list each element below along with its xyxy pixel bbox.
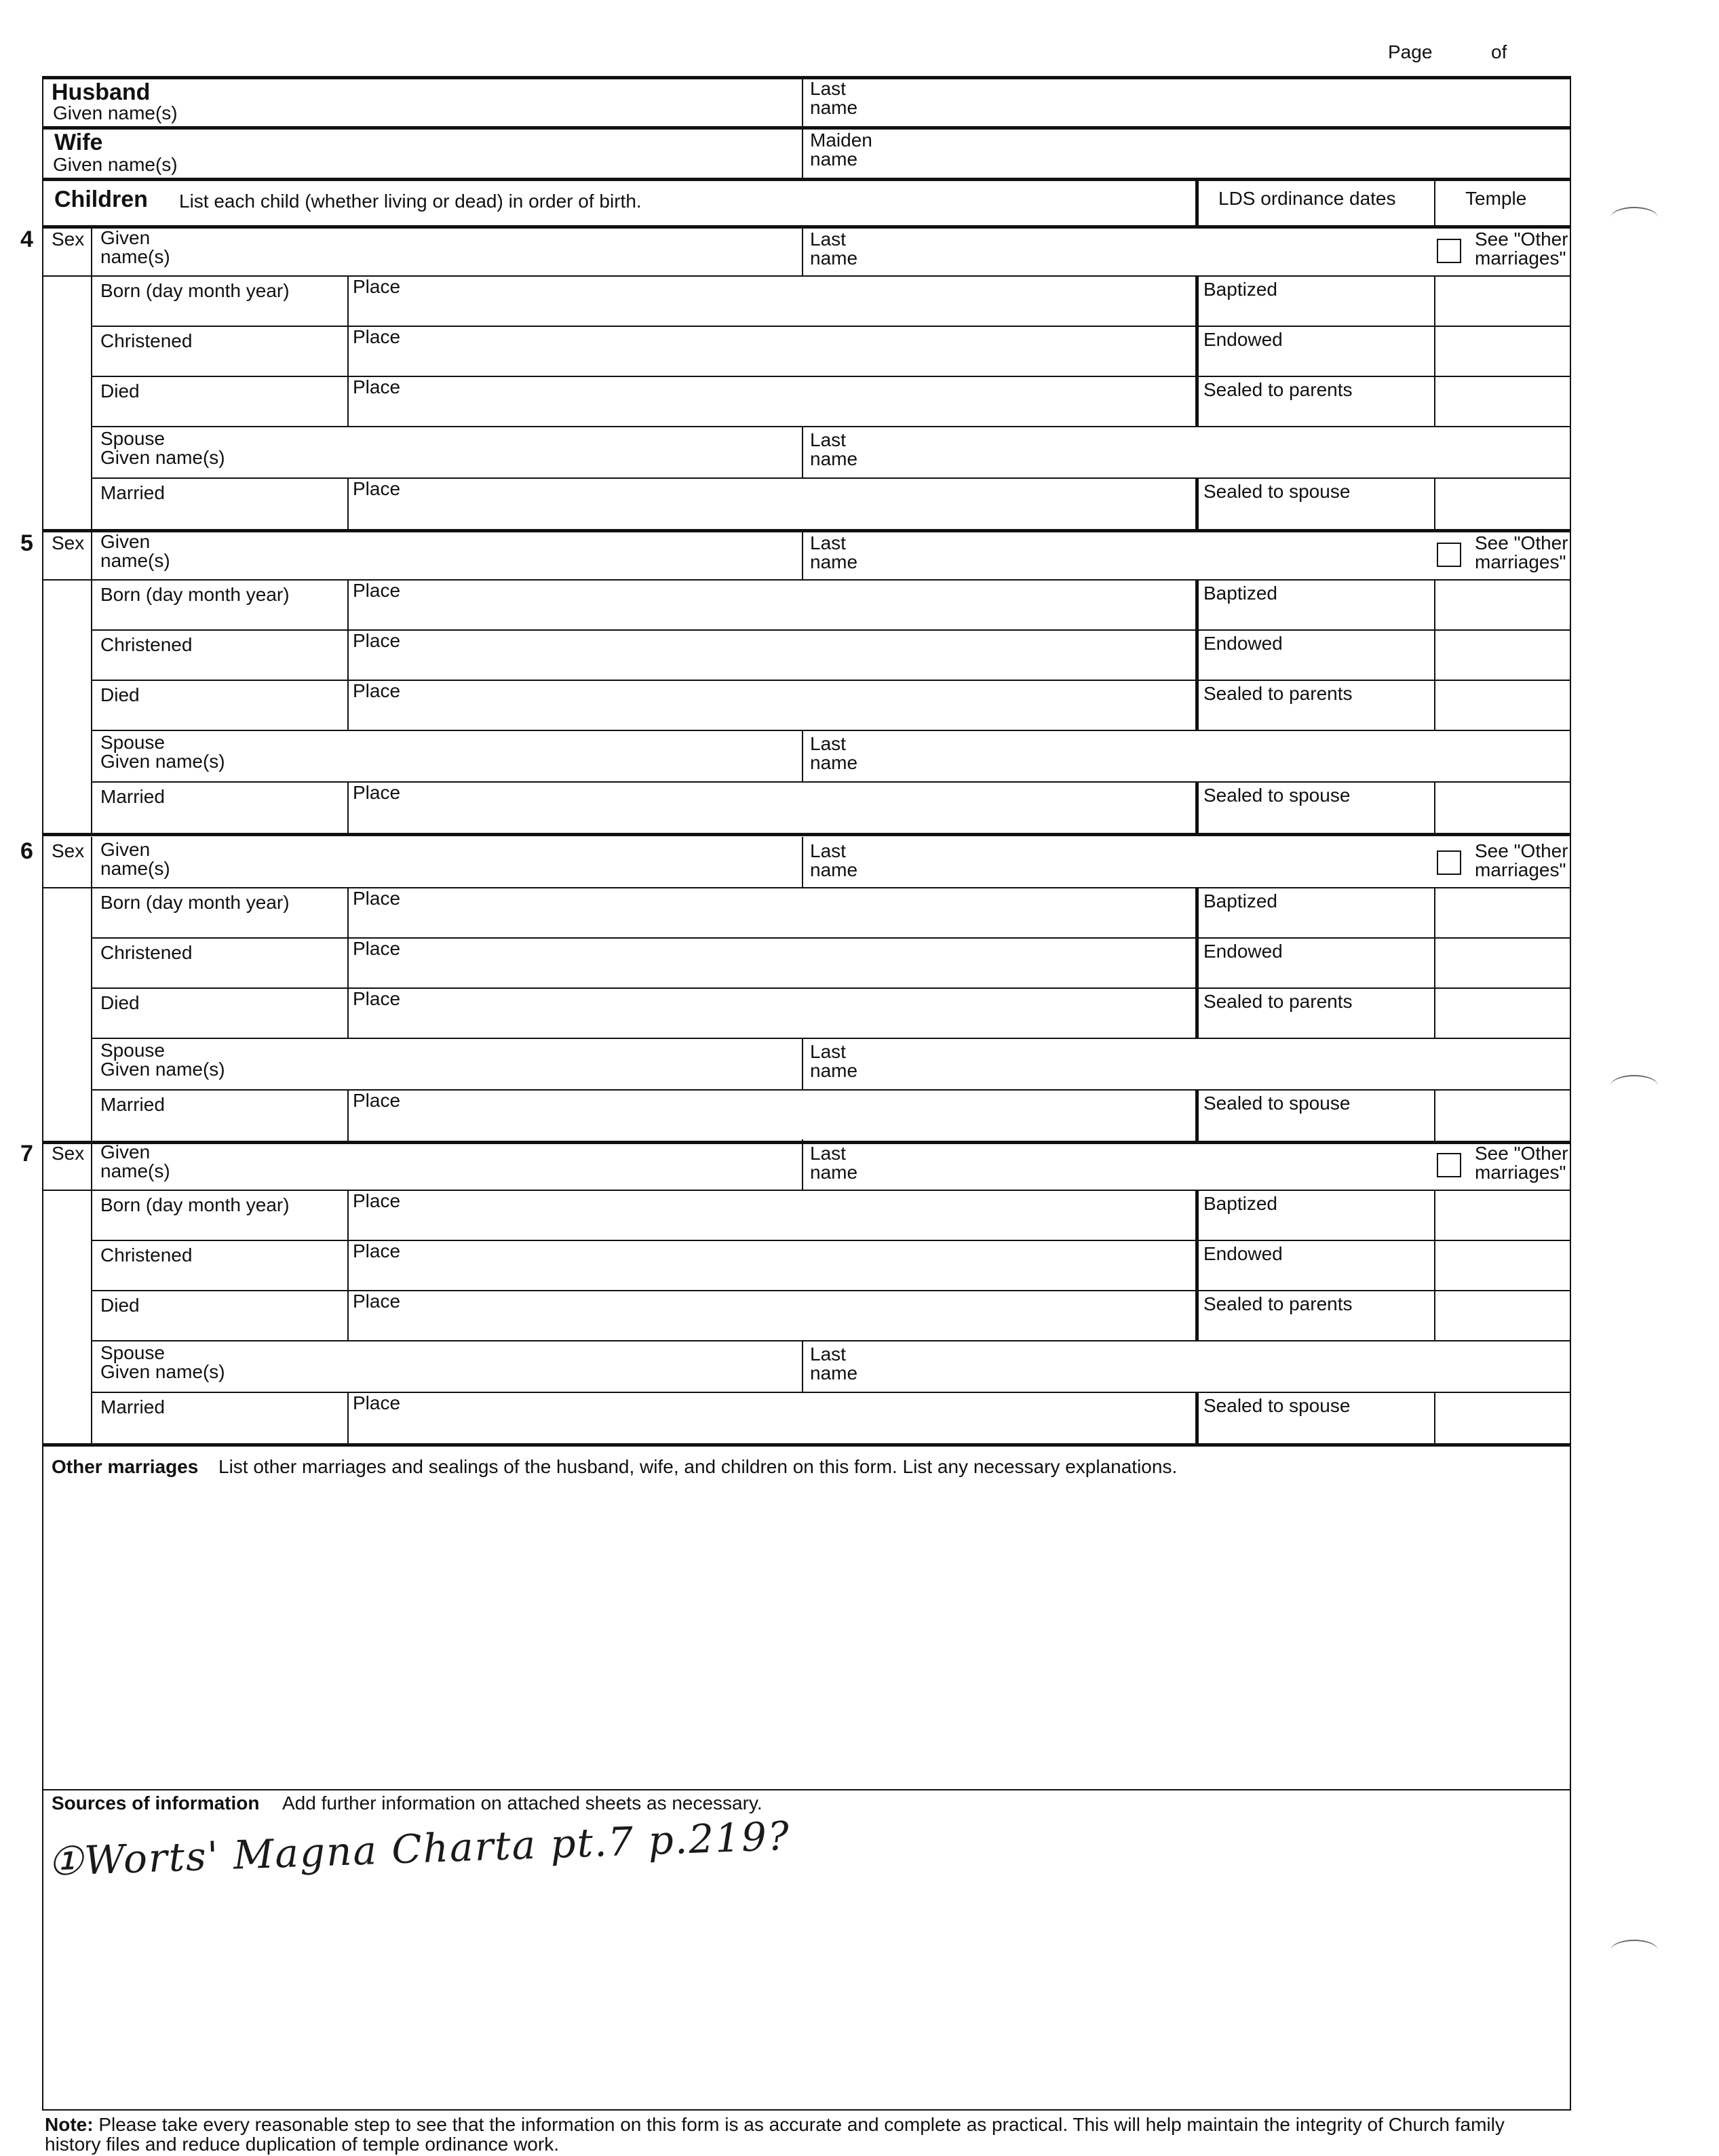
married-label: Married — [100, 1396, 165, 1417]
children-title: Children — [54, 187, 148, 212]
child-number: 7 — [20, 1141, 33, 1167]
given-label: Given — [100, 531, 151, 552]
handwritten-source: ①Worts' Magna Charta pt.7 p.219? — [47, 1812, 792, 1885]
sealed_parents-label: Sealed to parents — [1203, 379, 1353, 400]
see-other-label: See "Other — [1475, 532, 1568, 553]
sealed_spouse-label: Sealed to spouse — [1203, 785, 1351, 806]
wife-maiden-label: Maiden — [810, 130, 872, 151]
place-label: Place — [353, 376, 401, 397]
children-instruction: List each child (whether living or dead) in order of birth. — [179, 191, 642, 212]
christened-label: Christened — [100, 634, 193, 655]
place-label: Place — [353, 988, 401, 1009]
husband-last-label: Last — [810, 78, 846, 99]
husband-title: Husband — [52, 79, 151, 105]
note-body: Please take every reasonable step to see that the information on this form is as accurate and complete as practical. This will help maintain the integrity of Church family history files and reduce duplication of temple ordinance work. — [45, 2114, 1505, 2155]
husband-last-label-2: name — [810, 97, 858, 118]
born-label: Born (day month year) — [100, 584, 290, 605]
sealed_parents-label: Sealed to parents — [1203, 683, 1353, 704]
see-other-label: See "Other — [1475, 1143, 1568, 1164]
see-other-label: See "Other — [1475, 229, 1568, 250]
place-label: Place — [353, 1190, 401, 1211]
last-name-label-2: name — [810, 1162, 858, 1183]
binder-mark — [1610, 1075, 1658, 1097]
see-other-marriages-checkbox[interactable] — [1437, 1153, 1461, 1177]
family-group-form — [20, 76, 1571, 2111]
other-marriages-text: List other marriages and sealings of the husband, wife, and children on this form. List any necessary explanations. — [218, 1456, 1178, 1477]
baptized-label: Baptized — [1203, 583, 1277, 604]
given-label: Given — [100, 839, 151, 860]
wife-given-label: Given name(s) — [53, 154, 178, 175]
spouse-given-label: Given name(s) — [100, 447, 225, 468]
given-label: Given — [100, 1141, 151, 1162]
sealed_spouse-label: Sealed to spouse — [1203, 481, 1351, 502]
spouse-last-label: Last — [810, 1041, 846, 1062]
place-label: Place — [353, 630, 401, 651]
endowed-label: Endowed — [1203, 1243, 1283, 1264]
child-number: 4 — [20, 227, 33, 252]
spouse-label: Spouse — [100, 428, 165, 449]
given-label: Given — [100, 227, 151, 248]
spouse-last-label-2: name — [810, 1363, 858, 1384]
spouse-label: Spouse — [100, 732, 165, 753]
spouse-given-label: Given name(s) — [100, 751, 225, 772]
last-name-label: Last — [810, 229, 846, 250]
given-label-2: name(s) — [100, 246, 170, 267]
place-label: Place — [353, 1291, 401, 1312]
baptized-label: Baptized — [1203, 279, 1277, 300]
given-label-2: name(s) — [100, 1160, 170, 1181]
place-label: Place — [353, 888, 401, 909]
sealed_parents-label: Sealed to parents — [1203, 1293, 1353, 1314]
given-label-2: name(s) — [100, 550, 170, 571]
see-other-marriages-checkbox[interactable] — [1437, 239, 1461, 263]
spouse-label: Spouse — [100, 1040, 165, 1061]
baptized-label: Baptized — [1203, 1193, 1277, 1214]
place-label: Place — [353, 680, 401, 701]
died-label: Died — [100, 992, 140, 1013]
married-label: Married — [100, 786, 165, 807]
last-name-label-2: name — [810, 248, 858, 269]
place-label: Place — [353, 326, 401, 347]
born-label: Born (day month year) — [100, 892, 290, 913]
see-other-label-2: marriages" — [1475, 248, 1566, 269]
spouse-last-label-2: name — [810, 448, 858, 469]
place-label: Place — [353, 1090, 401, 1111]
of-label: of — [1491, 41, 1507, 62]
last-name-label: Last — [810, 532, 846, 553]
spouse-last-label: Last — [810, 429, 846, 450]
place-label: Place — [353, 782, 401, 803]
binder-mark — [1610, 1940, 1658, 1961]
spouse-given-label: Given name(s) — [100, 1059, 225, 1080]
last-name-label: Last — [810, 1143, 846, 1164]
married-label: Married — [100, 482, 165, 503]
sealed_spouse-label: Sealed to spouse — [1203, 1395, 1351, 1416]
last-name-label-2: name — [810, 859, 858, 880]
christened-label: Christened — [100, 1244, 193, 1266]
place-label: Place — [353, 1240, 401, 1261]
wife-title: Wife — [54, 130, 103, 155]
endowed-label: Endowed — [1203, 329, 1283, 350]
sex-label: Sex — [52, 229, 85, 250]
wife-maiden-label-2: name — [810, 149, 858, 170]
other-marriages-title: Other marriages — [52, 1456, 199, 1477]
married-label: Married — [100, 1094, 165, 1115]
see-other-label-2: marriages" — [1475, 551, 1566, 572]
died-label: Died — [100, 380, 140, 401]
sealed_parents-label: Sealed to parents — [1203, 991, 1353, 1012]
died-label: Died — [100, 684, 140, 705]
given-label-2: name(s) — [100, 858, 170, 879]
see-other-marriages-checkbox[interactable] — [1437, 850, 1461, 875]
place-label: Place — [353, 938, 401, 959]
place-label: Place — [353, 276, 401, 297]
spouse-last-label-2: name — [810, 752, 858, 773]
born-label: Born (day month year) — [100, 1194, 290, 1215]
child-number: 6 — [20, 838, 33, 864]
place-label: Place — [353, 1392, 401, 1413]
sources-title: Sources of information — [52, 1792, 260, 1814]
christened-label: Christened — [100, 330, 193, 351]
christened-label: Christened — [100, 942, 193, 963]
sex-label: Sex — [52, 1143, 85, 1164]
note-text — [45, 2115, 1537, 2154]
endowed-label: Endowed — [1203, 941, 1283, 962]
sealed_spouse-label: Sealed to spouse — [1203, 1093, 1351, 1114]
page-label: Page — [1388, 41, 1433, 62]
see-other-label: See "Other — [1475, 840, 1568, 861]
binder-mark — [1610, 207, 1658, 229]
place-label: Place — [353, 580, 401, 601]
last-name-label: Last — [810, 840, 846, 861]
lds-ordinance-label: LDS ordinance dates — [1218, 188, 1396, 209]
sex-label: Sex — [52, 840, 85, 861]
baptized-label: Baptized — [1203, 890, 1277, 912]
place-label: Place — [353, 478, 401, 499]
spouse-last-label-2: name — [810, 1060, 858, 1081]
spouse-last-label: Last — [810, 733, 846, 754]
endowed-label: Endowed — [1203, 633, 1283, 654]
died-label: Died — [100, 1295, 140, 1316]
see-other-label-2: marriages" — [1475, 1162, 1566, 1183]
born-label: Born (day month year) — [100, 280, 290, 301]
note-title: Note: — [45, 2114, 94, 2135]
spouse-label: Spouse — [100, 1342, 165, 1363]
see-other-label-2: marriages" — [1475, 859, 1566, 880]
last-name-label-2: name — [810, 551, 858, 572]
spouse-last-label: Last — [810, 1344, 846, 1365]
husband-given-label: Given name(s) — [53, 102, 178, 123]
spouse-given-label: Given name(s) — [100, 1361, 225, 1382]
sources-text: Add further information on attached sheets as necessary. — [282, 1792, 762, 1814]
sex-label: Sex — [52, 532, 85, 553]
child-number: 5 — [20, 530, 33, 556]
temple-label: Temple — [1465, 188, 1527, 209]
see-other-marriages-checkbox[interactable] — [1437, 543, 1461, 567]
